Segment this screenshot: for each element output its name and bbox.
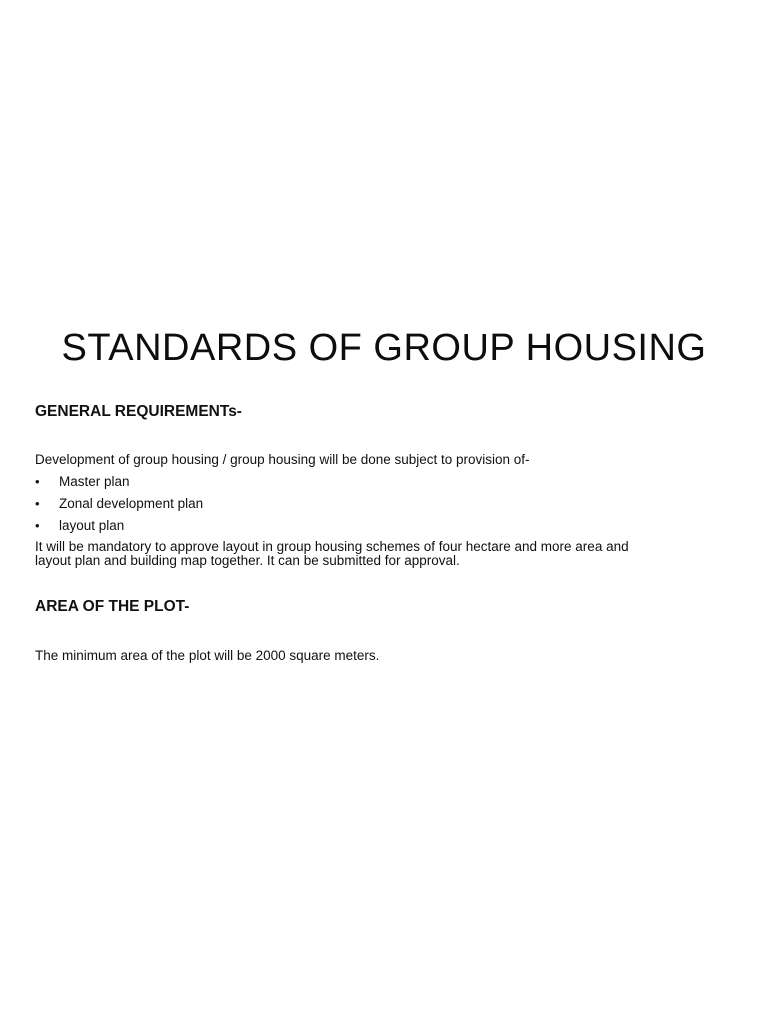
bullet-icon: • xyxy=(35,474,40,489)
list-item-label: Master plan xyxy=(59,474,130,489)
bullet-icon: • xyxy=(35,496,40,511)
list-item-label: layout plan xyxy=(59,518,125,533)
list-item-label: Zonal development plan xyxy=(59,496,204,511)
mandatory-approval-text: It will be mandatory to approve layout in group housing schemes of four hectare and more area and layout plan and building map together. It can be submitted for approval. xyxy=(35,539,629,568)
general-intro-text: Development of group housing / group housing will be done subject to provision of- xyxy=(35,452,530,467)
area-of-plot-heading: AREA OF THE PLOT- xyxy=(35,598,190,615)
minimum-area-text: The minimum area of the plot will be 2000 square meters. xyxy=(35,648,380,663)
provision-list xyxy=(35,473,203,539)
page-title: STANDARDS OF GROUP HOUSING xyxy=(61,327,707,369)
list-item xyxy=(35,495,203,517)
bullet-icon: • xyxy=(35,518,40,533)
list-item xyxy=(35,517,203,539)
list-item xyxy=(35,473,203,495)
general-requirements-heading: GENERAL REQUIREMENTs- xyxy=(35,403,242,420)
